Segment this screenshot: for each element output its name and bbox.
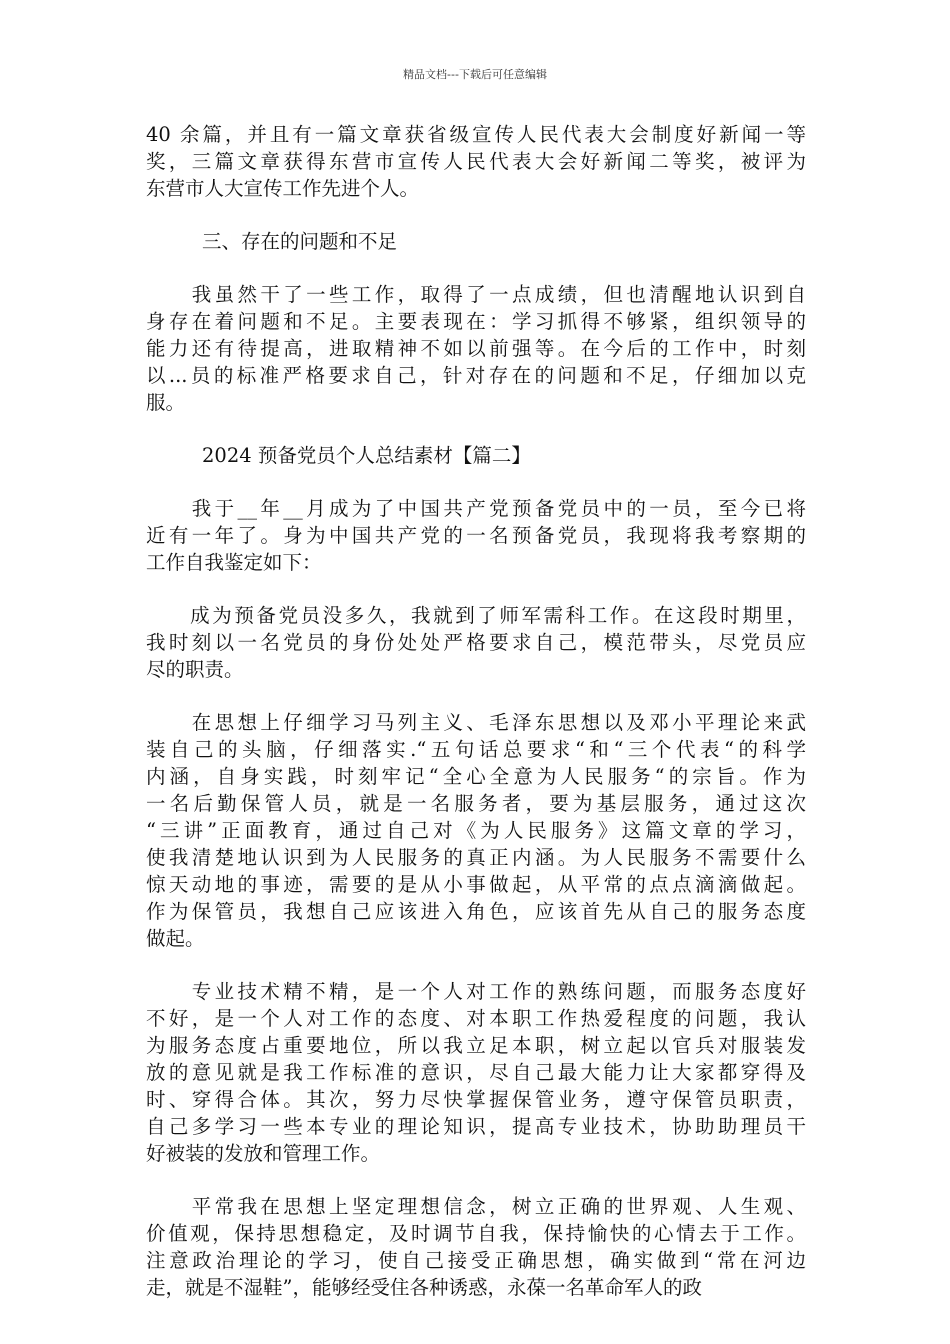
section-heading: [146, 442, 806, 469]
text-line: 三、存在的问题和不足: [202, 230, 398, 253]
text-line: 时、穿得合体。其次，努力尽快掌握保管业务，遵守保管员职责，: [146, 1088, 806, 1111]
text-line: 惊天动地的事迹，需要的是从小事做起，从平常的点点滴滴做起。: [146, 873, 806, 896]
text-line: 走，就是不湿鞋”，能够经受住各种诱惑，永葆一名革命军人的政: [146, 1276, 702, 1299]
text-line: 成为预备党员没多久，我就到了师军需科工作。在这段时期里，: [146, 604, 806, 627]
body-paragraph: [146, 602, 806, 683]
text-line: 好被装的发放和管理工作。: [146, 1142, 381, 1165]
text-line: 我于__年__月成为了中国共产党预备党员中的一员，至今已将: [146, 497, 806, 520]
text-line: 以...员的标准严格要求自己，针对存在的问题和不足，仔细加以克: [146, 364, 806, 387]
text-line: 一名后勤保管人员，就是一名服务者，要为基层服务，通过这次: [146, 792, 806, 815]
text-line: 注意政治理论的学习，使自己接受正确思想，确实做到“常在河边: [146, 1249, 806, 1272]
text-line: 放的意见就是我工作标准的意识，尽自己最大能力让大家都穿得及: [146, 1061, 806, 1084]
text-line: 我虽然干了一些工作，取得了一点成绩，但也清醒地认识到自: [146, 283, 806, 306]
text-line: 专业技术精不精，是一个人对工作的熟练问题，而服务态度好: [146, 980, 806, 1003]
text-line: 近有一年了。身为中国共产党的一名预备党员，我现将我考察期的: [146, 524, 806, 547]
text-line: 40 余篇，并且有一篇文章获省级宣传人民代表大会制度好新闻一等: [146, 123, 806, 146]
body-paragraph: [146, 495, 806, 576]
text-line: 身存在着问题和不足。主要表现在：学习抓得不够紧，组织领导的: [146, 310, 806, 333]
text-line: 做起。: [146, 927, 205, 950]
body-paragraph: [146, 281, 806, 416]
text-line: 不好，是一个人对工作的态度、对本职工作热爱程度的问题，我认: [146, 1007, 806, 1030]
text-line: 服。: [146, 391, 186, 414]
text-line: 在思想上仔细学习马列主义、毛泽东思想以及邓小平理论来武: [146, 711, 806, 734]
text-line: 价值观，保持思想稳定，及时调节自我，保持愉快的心情去于工作。: [146, 1222, 806, 1245]
text-line: 工作自我鉴定如下：: [146, 551, 322, 574]
text-line: 2024 预备党员个人总结素材【篇二】: [202, 444, 531, 467]
page-header-note: 精品文档---下载后可任意编辑: [403, 68, 547, 81]
text-line: 作为保管员，我想自己应该进入角色，应该首先从自己的服务态度: [146, 900, 806, 923]
text-line: 我时刻以一名党员的身份处处严格要求自己，模范带头，尽党员应: [146, 631, 806, 654]
text-line: 能力还有待提高，进取精神不如以前强等。在今后的工作中，时刻: [146, 337, 806, 360]
text-line: 装自己的头脑，仔细落实.“五句话总要求“和“三个代表“的科学: [146, 738, 806, 761]
text-line: “三讲”正面教育，通过自己对《为人民服务》这篇文章的学习，: [146, 819, 806, 842]
text-line: 东营市人大宣传工作先进个人。: [146, 177, 420, 200]
text-line: 尽的职责。: [146, 658, 244, 681]
section-heading: [146, 228, 806, 255]
body-paragraph: [146, 709, 806, 952]
body-paragraph: [146, 978, 806, 1167]
document-body: [146, 121, 806, 1327]
body-paragraph: [146, 121, 806, 202]
text-line: 使我清楚地认识到为人民服务的真正内涵。为人民服务不需要什么: [146, 846, 806, 869]
text-line: 自己多学习一些本专业的理论知识，提高专业技术，协助助理员干: [146, 1115, 806, 1138]
text-line: 奖，三篇文章获得东营市宣传人民代表大会好新闻二等奖，被评为: [146, 150, 806, 173]
body-paragraph: [146, 1193, 806, 1301]
text-line: 为服务态度占重要地位，所以我立足本职，树立起以官兵对服装发: [146, 1034, 806, 1057]
text-line: 平常我在思想上坚定理想信念，树立正确的世界观、人生观、: [146, 1195, 806, 1218]
text-line: 内涵，自身实践，时刻牢记“全心全意为人民服务“的宗旨。作为: [146, 765, 806, 788]
